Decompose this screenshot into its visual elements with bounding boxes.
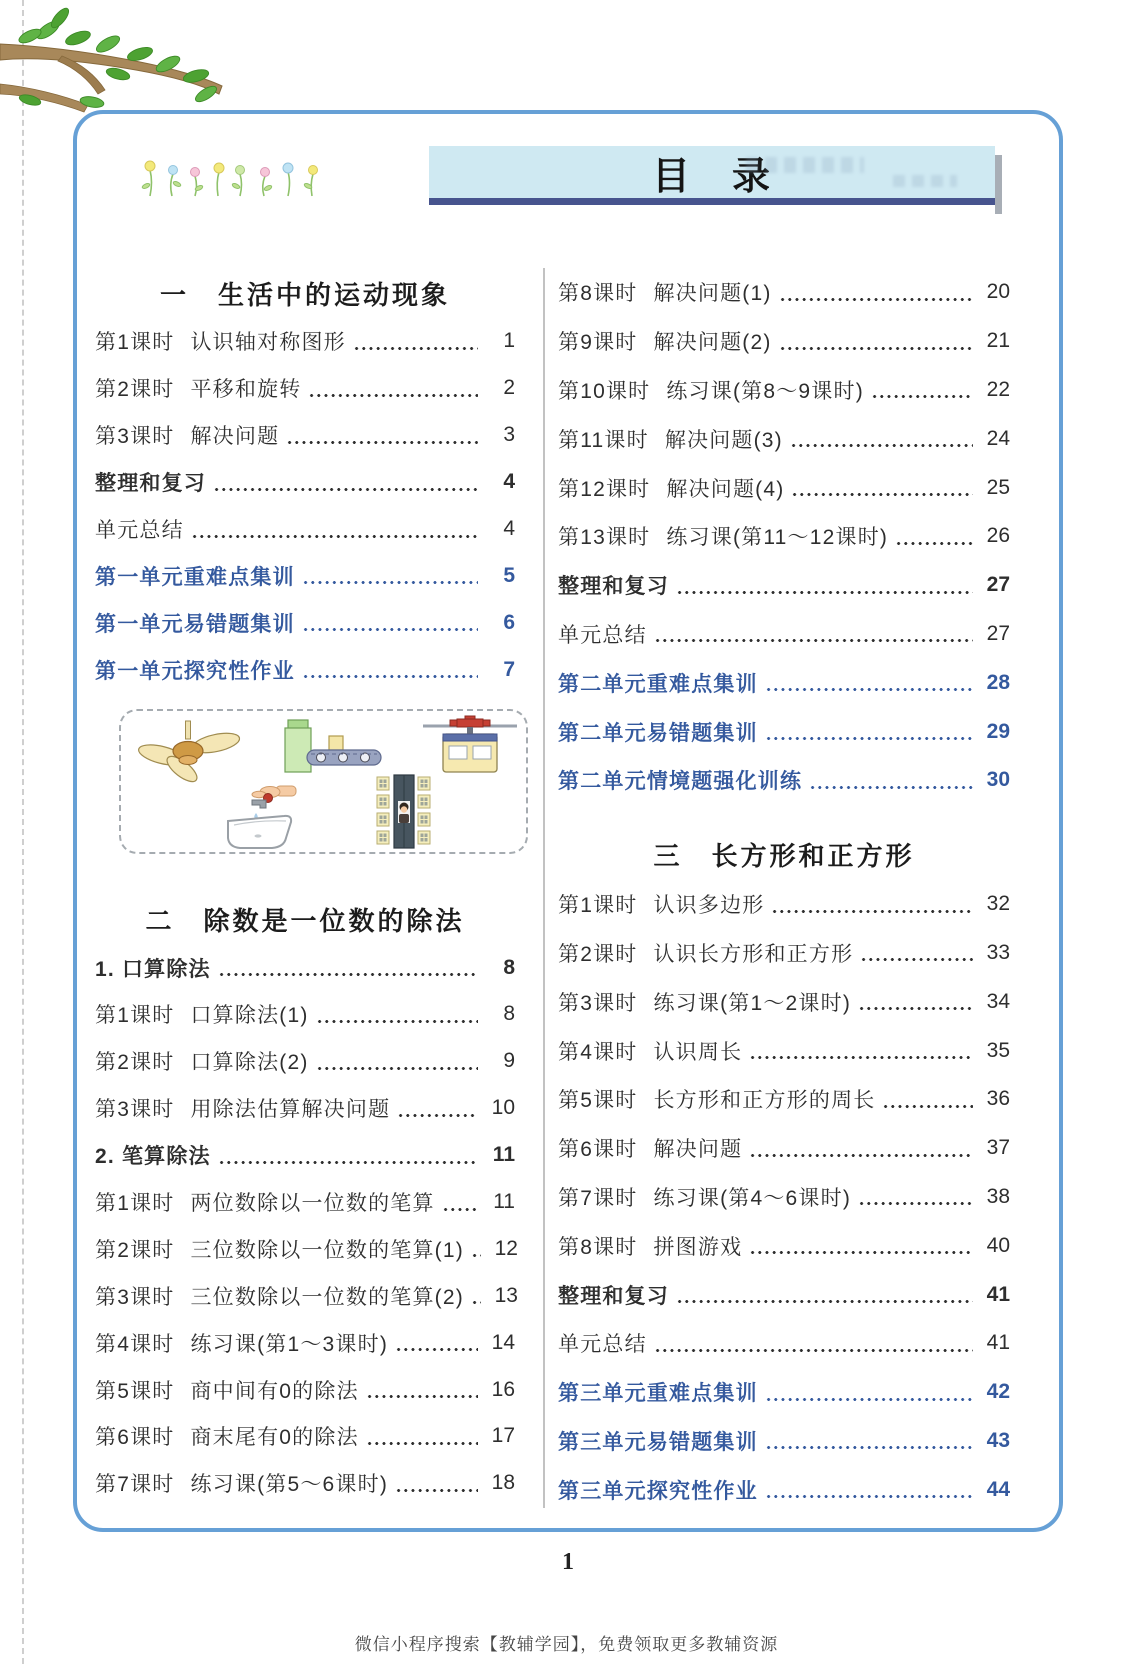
flowers-decoration xyxy=(138,144,338,203)
bleed-through-ghost xyxy=(746,157,864,173)
entry-title: 整理和复习 xyxy=(558,575,669,599)
entry-page: 4 xyxy=(503,517,515,540)
entry-page: 4 xyxy=(503,470,515,494)
toc-special-entry xyxy=(558,1465,1010,1514)
dot-leader xyxy=(471,1301,481,1304)
toc-entry xyxy=(558,929,1010,978)
toc-special-entry xyxy=(558,1417,1010,1466)
entry-label: 第3课时 xyxy=(558,991,638,1015)
entry-title: 第一单元易错题集训 xyxy=(95,612,295,636)
entry-title: 两位数除以一位数的笔算 xyxy=(190,1192,435,1216)
entry-label: 第8课时 xyxy=(558,1235,638,1259)
dot-leader xyxy=(395,1348,478,1351)
toc-entry xyxy=(95,944,515,991)
toc-entry xyxy=(558,268,1010,317)
entry-page: 40 xyxy=(986,1233,1010,1257)
entry-title: 长方形和正方形的周长 xyxy=(653,1089,876,1113)
entry-page: 21 xyxy=(986,329,1010,353)
unit1-motion-illustration xyxy=(119,709,528,854)
entry-label: 第8课时 xyxy=(558,282,638,306)
entry-label: 第6课时 xyxy=(95,1426,175,1450)
toc-entry xyxy=(558,977,1010,1026)
toc-right-column xyxy=(558,268,1010,1514)
entry-page: 33 xyxy=(986,940,1010,964)
toc-entry xyxy=(558,1221,1010,1270)
entry-page: 36 xyxy=(986,1087,1010,1111)
toc-entry xyxy=(558,561,1010,610)
entry-page: 29 xyxy=(986,719,1010,743)
dot-leader xyxy=(395,1489,478,1492)
dot-leader xyxy=(765,688,973,691)
entry-page: 9 xyxy=(503,1049,515,1073)
toc-entry xyxy=(95,1038,515,1085)
entry-title: 整理和复习 xyxy=(558,1284,669,1308)
toc-entry xyxy=(95,1460,515,1507)
entry-label: 第7课时 xyxy=(95,1473,175,1497)
entry-title: 练习课(第11～12课时) xyxy=(666,526,889,550)
toc-entry xyxy=(95,1272,518,1319)
entry-page: 27 xyxy=(986,573,1010,597)
toc-entry xyxy=(558,1319,1010,1368)
toc-banner xyxy=(429,146,995,205)
entry-label: 第3课时 xyxy=(95,1285,175,1309)
entry-title: 解决问题 xyxy=(653,1138,743,1162)
entry-title: 拼图游戏 xyxy=(653,1235,743,1259)
dot-leader xyxy=(860,958,973,961)
entry-label: 第2课时 xyxy=(95,378,175,402)
toc-special-entry xyxy=(95,552,515,599)
toc-left-column xyxy=(95,268,518,1507)
dot-leader xyxy=(397,1114,478,1117)
entry-title: 第二单元易错题集训 xyxy=(558,721,758,745)
entry-title: 单元总结 xyxy=(558,623,647,647)
entry-title: 商末尾有0的除法 xyxy=(190,1426,359,1450)
entry-page: 8 xyxy=(503,1002,515,1026)
entry-title: 商中间有0的除法 xyxy=(190,1379,359,1403)
entry-page: 41 xyxy=(986,1282,1010,1306)
branch-icon xyxy=(0,4,230,124)
entry-page: 13 xyxy=(494,1283,518,1307)
toc-entry xyxy=(558,1124,1010,1173)
dot-leader xyxy=(858,1007,973,1010)
column-divider xyxy=(543,268,545,1508)
entry-label: 第2课时 xyxy=(558,942,638,966)
dot-leader xyxy=(882,1105,973,1108)
entry-label: 第4课时 xyxy=(95,1332,175,1356)
entry-title: 第三单元重难点集训 xyxy=(558,1382,758,1406)
entry-label: 第9课时 xyxy=(558,331,638,355)
entry-label: 第1课时 xyxy=(95,1192,175,1216)
toc-entry xyxy=(558,414,1010,463)
toc-special-entry xyxy=(95,646,515,693)
entry-title: 1. 口算除法 xyxy=(95,957,211,981)
dot-leader xyxy=(676,591,973,594)
toc-entry xyxy=(95,1319,515,1366)
entry-title: 认识轴对称图形 xyxy=(190,331,346,355)
entry-title: 认识周长 xyxy=(653,1040,743,1064)
entry-page: 14 xyxy=(491,1330,515,1354)
toc-entry xyxy=(558,366,1010,415)
dot-leader xyxy=(302,628,478,631)
entry-title: 第一单元探究性作业 xyxy=(95,659,295,683)
toc-special-entry xyxy=(95,599,515,646)
dot-leader xyxy=(218,1161,478,1164)
dot-leader xyxy=(442,1208,478,1211)
entry-title: 解决问题(3) xyxy=(664,428,783,452)
toc-entry xyxy=(95,991,515,1038)
dot-leader xyxy=(749,1154,973,1157)
dot-leader xyxy=(213,488,478,491)
entry-page: 35 xyxy=(986,1038,1010,1062)
entry-title: 解决问题(4) xyxy=(666,477,785,501)
dot-leader xyxy=(316,1020,478,1023)
dot-leader xyxy=(779,347,973,350)
entry-title: 练习课(第5～6课时) xyxy=(190,1473,389,1497)
entry-page: 11 xyxy=(492,1143,515,1167)
conveyor-belt-icon xyxy=(285,720,381,772)
toc-entry xyxy=(558,1173,1010,1222)
entry-title: 第三单元易错题集训 xyxy=(558,1430,758,1454)
bleed-through-ghost xyxy=(893,175,957,187)
entry-page: 28 xyxy=(986,670,1010,694)
dot-leader xyxy=(765,737,973,740)
toc-special-entry xyxy=(558,756,1010,805)
entry-label: 第12课时 xyxy=(558,477,651,501)
entry-label: 第3课时 xyxy=(95,425,175,449)
entry-page: 26 xyxy=(986,524,1010,548)
entry-page: 32 xyxy=(986,892,1010,916)
entry-page: 2 xyxy=(503,376,515,400)
dot-leader xyxy=(749,1056,973,1059)
entry-page: 41 xyxy=(986,1331,1010,1355)
dot-leader xyxy=(895,542,973,545)
entry-label: 第6课时 xyxy=(558,1138,638,1162)
entry-page: 24 xyxy=(986,426,1010,450)
dot-leader xyxy=(749,1251,973,1254)
entry-label: 第4课时 xyxy=(558,1040,638,1064)
entry-label: 第3课时 xyxy=(95,1098,175,1122)
dot-leader xyxy=(765,1446,973,1449)
entry-title: 2. 笔算除法 xyxy=(95,1145,211,1169)
entry-title: 口算除法(2) xyxy=(190,1051,309,1075)
dot-leader xyxy=(471,1254,481,1257)
toc-entry xyxy=(95,1366,515,1413)
entry-label: 第7课时 xyxy=(558,1186,638,1210)
toc-special-entry xyxy=(558,658,1010,707)
entry-page: 11 xyxy=(493,1190,515,1214)
dot-leader xyxy=(366,1442,478,1445)
entry-page: 38 xyxy=(986,1184,1010,1208)
elevator-icon xyxy=(377,775,430,848)
entry-title: 认识多边形 xyxy=(653,894,765,918)
entry-page: 12 xyxy=(494,1236,518,1260)
entry-page: 27 xyxy=(986,621,1010,645)
flowers-icon xyxy=(138,144,338,198)
dot-leader xyxy=(308,394,478,397)
toc-entry xyxy=(95,459,515,506)
unit-heading: 三 长方形和正方形 xyxy=(653,841,915,872)
dot-leader xyxy=(871,395,973,398)
entry-label: 第1课时 xyxy=(95,331,175,355)
toc-entry xyxy=(95,318,515,365)
entry-label: 第13课时 xyxy=(558,526,651,550)
toc-entry xyxy=(95,1413,515,1460)
toc-entry xyxy=(95,1132,515,1179)
entry-title: 用除法估算解决问题 xyxy=(190,1098,391,1122)
toc-entry xyxy=(95,412,515,459)
entry-title: 口算除法(1) xyxy=(190,1004,309,1028)
entry-label: 第1课时 xyxy=(558,894,638,918)
dot-leader xyxy=(765,1398,973,1401)
entry-title: 练习课(第1～3课时) xyxy=(190,1332,389,1356)
toc-special-entry xyxy=(558,707,1010,756)
entry-title: 练习课(第8～9课时) xyxy=(666,379,864,403)
toc-entry xyxy=(558,1270,1010,1319)
dot-leader xyxy=(779,298,973,301)
entry-title: 第一单元重难点集训 xyxy=(95,565,295,589)
entry-page: 17 xyxy=(491,1424,515,1448)
entry-label: 第5课时 xyxy=(95,1379,175,1403)
toc-entry xyxy=(558,317,1010,366)
dot-leader xyxy=(302,581,478,584)
dot-leader xyxy=(191,535,478,538)
entry-page: 34 xyxy=(986,989,1010,1013)
entry-page: 16 xyxy=(491,1377,515,1401)
entry-title: 单元总结 xyxy=(558,1333,647,1357)
entry-title: 解决问题 xyxy=(190,425,280,449)
toc-entry xyxy=(95,1179,515,1226)
toc-entry xyxy=(558,610,1010,659)
page-title: 目 录 xyxy=(651,155,772,198)
entry-title: 认识长方形和正方形 xyxy=(653,942,854,966)
dot-leader xyxy=(366,1395,478,1398)
entry-page: 30 xyxy=(986,768,1010,792)
toc-entry xyxy=(558,1075,1010,1124)
toc-entry xyxy=(558,463,1010,512)
entry-label: 第5课时 xyxy=(558,1089,638,1113)
toc-entry xyxy=(95,365,515,412)
dot-leader xyxy=(790,444,973,447)
entry-title: 解决问题(1) xyxy=(653,282,772,306)
dot-leader xyxy=(858,1202,973,1205)
entry-label: 第2课时 xyxy=(95,1238,175,1262)
entry-page: 1 xyxy=(503,329,515,353)
unit-heading: 一 生活中的运动现象 xyxy=(159,279,450,310)
entry-label: 第1课时 xyxy=(95,1004,175,1028)
entry-page: 43 xyxy=(986,1428,1010,1452)
entry-title: 平移和旋转 xyxy=(190,378,302,402)
dot-leader xyxy=(809,786,973,789)
dot-leader xyxy=(302,675,478,678)
entry-title: 整理和复习 xyxy=(95,472,206,496)
toc-entry xyxy=(558,1026,1010,1075)
entry-title: 第二单元重难点集训 xyxy=(558,672,758,696)
dot-leader xyxy=(316,1067,478,1070)
entry-page: 20 xyxy=(986,280,1010,304)
entry-page: 18 xyxy=(491,1471,515,1495)
binding-dashed-line xyxy=(22,0,24,1664)
dot-leader xyxy=(654,639,973,642)
entry-title: 三位数除以一位数的笔算(1) xyxy=(190,1238,464,1262)
dot-leader xyxy=(791,493,973,496)
entry-page: 42 xyxy=(986,1380,1010,1404)
toc-entry xyxy=(558,880,1010,929)
entry-page: 44 xyxy=(986,1477,1010,1501)
entry-page: 7 xyxy=(503,657,515,681)
dot-leader xyxy=(218,973,478,976)
toc-special-entry xyxy=(558,1368,1010,1417)
entry-title: 第三单元探究性作业 xyxy=(558,1479,758,1503)
toc-entry xyxy=(95,506,515,553)
entry-label: 第10课时 xyxy=(558,379,651,403)
entry-title: 第二单元情境题强化训练 xyxy=(558,770,803,794)
unit-heading: 二 除数是一位数的除法 xyxy=(145,905,465,936)
entry-title: 练习课(第4～6课时) xyxy=(653,1186,852,1210)
dot-leader xyxy=(771,910,973,913)
entry-page: 5 xyxy=(503,563,515,587)
page-number: 1 xyxy=(562,1549,574,1575)
entry-page: 6 xyxy=(503,610,515,634)
entry-title: 解决问题(2) xyxy=(653,331,772,355)
dot-leader xyxy=(654,1349,973,1352)
entry-page: 37 xyxy=(986,1136,1010,1160)
dot-leader xyxy=(765,1495,973,1498)
dot-leader xyxy=(353,347,478,350)
entry-title: 练习课(第1～2课时) xyxy=(653,991,852,1015)
footer-note: 微信小程序搜索【教辅学园】，免费领取更多教辅资源 xyxy=(354,1635,779,1654)
entry-title: 单元总结 xyxy=(95,519,184,542)
dot-leader xyxy=(286,441,478,444)
entry-page: 3 xyxy=(503,423,515,447)
entry-label: 第2课时 xyxy=(95,1051,175,1075)
entry-page: 10 xyxy=(491,1096,515,1120)
dot-leader xyxy=(676,1300,973,1303)
entry-label: 第11课时 xyxy=(558,428,649,452)
entry-page: 22 xyxy=(986,377,1010,401)
cable-car-icon xyxy=(423,716,517,772)
sink-faucet-icon xyxy=(228,786,296,848)
toc-entry xyxy=(95,1225,518,1272)
entry-page: 25 xyxy=(986,475,1010,499)
toc-entry xyxy=(95,1085,515,1132)
ceiling-fan-icon xyxy=(137,721,242,786)
entry-title: 三位数除以一位数的笔算(2) xyxy=(190,1285,464,1309)
toc-entry xyxy=(558,512,1010,561)
entry-page: 8 xyxy=(503,955,515,979)
